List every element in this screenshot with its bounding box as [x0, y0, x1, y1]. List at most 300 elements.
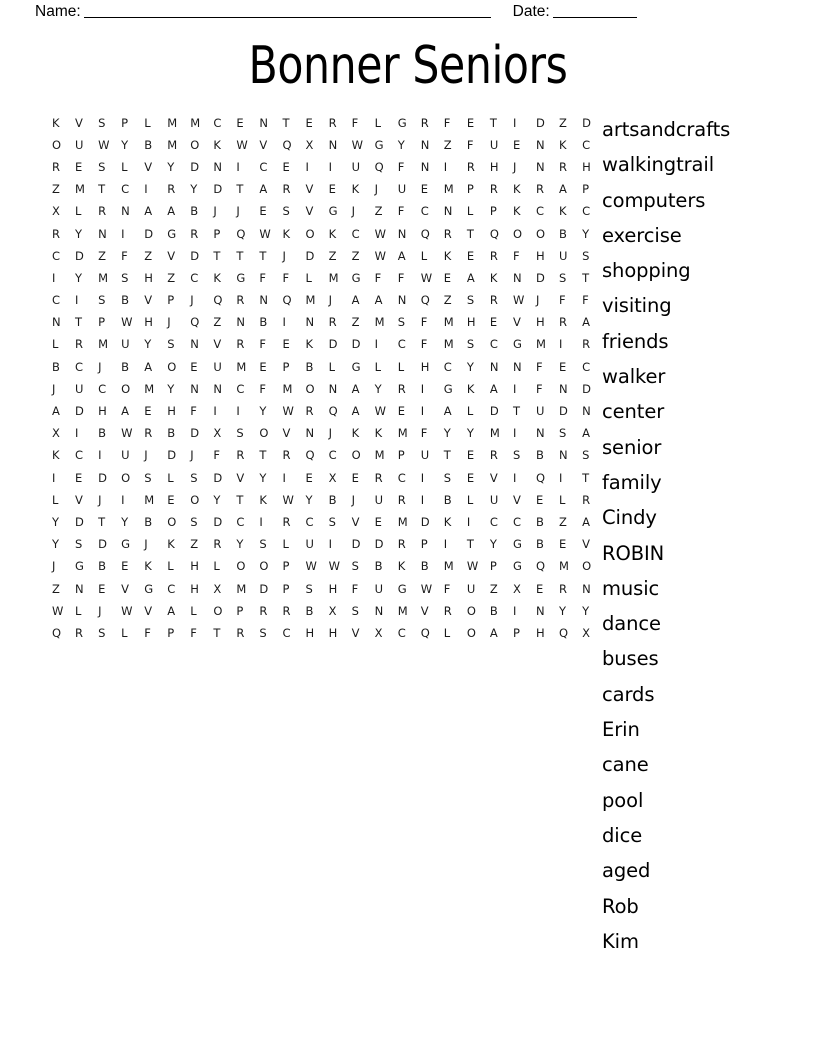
grid-cell[interactable]: K — [52, 115, 60, 130]
grid-cell[interactable]: I — [236, 404, 240, 419]
grid-cell[interactable]: Q — [420, 625, 430, 640]
grid-cell[interactable]: F — [397, 204, 405, 219]
grid-cell[interactable]: T — [582, 270, 590, 285]
grid-cell[interactable]: Z — [443, 293, 452, 308]
grid-cell[interactable]: M — [397, 426, 408, 441]
grid-cell[interactable]: R — [259, 603, 268, 618]
grid-cell[interactable]: A — [489, 625, 498, 640]
grid-cell[interactable]: L — [213, 559, 220, 574]
word-list-item[interactable]: music — [602, 576, 660, 600]
grid-cell[interactable]: R — [144, 426, 153, 441]
grid-cell[interactable]: D — [582, 381, 591, 396]
grid-cell[interactable]: M — [144, 381, 155, 396]
grid-cell[interactable]: U — [213, 359, 222, 374]
grid-cell[interactable]: T — [489, 115, 497, 130]
grid-cell[interactable]: L — [52, 337, 59, 352]
word-list-item[interactable]: ROBIN — [602, 541, 665, 565]
grid-cell[interactable]: Y — [489, 537, 497, 552]
grid-cell[interactable]: O — [121, 470, 131, 485]
grid-cell[interactable]: T — [582, 470, 590, 485]
grid-cell[interactable]: R — [489, 182, 498, 197]
grid-cell[interactable]: V — [121, 581, 130, 596]
grid-cell[interactable]: S — [559, 426, 567, 441]
grid-cell[interactable]: F — [420, 426, 428, 441]
grid-cell[interactable]: U — [305, 537, 314, 552]
grid-cell[interactable]: B — [121, 293, 130, 308]
grid-cell[interactable]: U — [121, 448, 130, 463]
grid-cell[interactable]: C — [397, 625, 406, 640]
grid-cell[interactable]: R — [305, 404, 314, 419]
grid-cell[interactable]: N — [259, 293, 269, 308]
grid-cell[interactable]: I — [75, 426, 79, 441]
grid-cell[interactable]: V — [512, 315, 521, 330]
grid-cell[interactable]: N — [374, 603, 384, 618]
grid-cell[interactable]: V — [213, 337, 222, 352]
grid-cell[interactable]: V — [236, 470, 245, 485]
word-list-item[interactable]: center — [602, 400, 665, 424]
grid-cell[interactable]: L — [559, 492, 566, 507]
grid-cell[interactable]: S — [305, 581, 313, 596]
grid-cell[interactable]: I — [512, 603, 517, 618]
grid-cell[interactable]: N — [582, 404, 591, 419]
grid-cell[interactable]: Z — [559, 514, 567, 529]
grid-cell[interactable]: N — [397, 226, 407, 241]
grid-cell[interactable]: O — [236, 559, 246, 574]
grid-cell[interactable]: K — [512, 182, 521, 197]
grid-cell[interactable]: M — [397, 514, 408, 529]
grid-cell[interactable]: B — [489, 603, 498, 618]
grid-cell[interactable]: C — [489, 514, 498, 529]
grid-cell[interactable]: Y — [374, 381, 382, 396]
grid-cell[interactable]: Y — [236, 537, 244, 552]
grid-cell[interactable]: R — [535, 182, 544, 197]
grid-cell[interactable]: E — [374, 514, 382, 529]
grid-cell[interactable]: S — [582, 248, 590, 263]
word-list-item[interactable]: shopping — [602, 259, 691, 283]
grid-cell[interactable]: R — [282, 182, 291, 197]
grid-cell[interactable]: J — [190, 448, 194, 463]
grid-cell[interactable]: J — [98, 492, 102, 507]
grid-cell[interactable]: C — [489, 337, 498, 352]
grid-cell[interactable]: X — [328, 603, 337, 618]
word-list-item[interactable]: Cindy — [602, 506, 657, 530]
grid-cell[interactable]: R — [582, 337, 591, 352]
grid-cell[interactable]: B — [535, 514, 544, 529]
grid-cell[interactable]: W — [282, 492, 294, 507]
grid-cell[interactable]: I — [328, 159, 332, 174]
grid-cell[interactable]: L — [190, 603, 197, 618]
grid-cell[interactable]: A — [144, 204, 153, 219]
grid-cell[interactable]: Y — [466, 426, 474, 441]
grid-cell[interactable]: V — [282, 426, 291, 441]
grid-cell[interactable]: E — [535, 581, 544, 596]
grid-cell[interactable]: G — [397, 581, 407, 596]
grid-cell[interactable]: I — [75, 293, 79, 308]
grid-cell[interactable]: H — [190, 559, 199, 574]
grid-cell[interactable]: Q — [535, 470, 546, 485]
grid-cell[interactable]: G — [397, 115, 407, 130]
grid-cell[interactable]: C — [305, 514, 314, 529]
grid-cell[interactable]: V — [420, 603, 429, 618]
grid-cell[interactable]: K — [144, 559, 152, 574]
grid-cell[interactable]: N — [121, 204, 130, 219]
grid-cell[interactable]: R — [52, 159, 60, 174]
grid-cell[interactable]: Z — [167, 270, 176, 285]
grid-cell[interactable]: B — [305, 359, 314, 374]
grid-cell[interactable]: E — [167, 492, 175, 507]
grid-cell[interactable]: M — [144, 492, 155, 507]
grid-cell[interactable]: N — [397, 293, 407, 308]
grid-cell[interactable]: C — [282, 625, 291, 640]
grid-cell[interactable]: E — [259, 204, 267, 219]
grid-cell[interactable]: O — [167, 514, 177, 529]
grid-cell[interactable]: S — [75, 537, 83, 552]
grid-cell[interactable]: N — [559, 448, 568, 463]
grid-cell[interactable]: Y — [559, 603, 567, 618]
grid-cell[interactable]: S — [559, 270, 567, 285]
grid-cell[interactable]: M — [443, 337, 454, 352]
grid-cell[interactable]: T — [236, 182, 244, 197]
grid-cell[interactable]: N — [559, 381, 568, 396]
grid-cell[interactable]: V — [144, 603, 153, 618]
grid-cell[interactable]: P — [282, 581, 290, 596]
grid-cell[interactable]: M — [328, 270, 339, 285]
grid-cell[interactable]: F — [259, 337, 267, 352]
grid-cell[interactable]: J — [351, 204, 356, 219]
grid-cell[interactable]: W — [466, 559, 479, 574]
grid-cell[interactable]: W — [374, 404, 387, 419]
grid-cell[interactable]: B — [535, 537, 544, 552]
grid-cell[interactable]: J — [213, 204, 217, 219]
grid-cell[interactable]: Z — [213, 315, 222, 330]
grid-cell[interactable]: Y — [259, 404, 267, 419]
grid-cell[interactable]: V — [351, 625, 360, 640]
word-list-item[interactable]: cane — [602, 753, 649, 777]
grid-cell[interactable]: D — [75, 514, 84, 529]
grid-cell[interactable]: F — [397, 159, 405, 174]
grid-cell[interactable]: Z — [374, 204, 383, 219]
grid-cell[interactable]: R — [397, 537, 406, 552]
grid-cell[interactable]: N — [328, 381, 338, 396]
grid-cell[interactable]: F — [374, 270, 382, 285]
grid-cell[interactable]: X — [213, 581, 222, 596]
grid-cell[interactable]: U — [374, 492, 384, 507]
grid-cell[interactable]: P — [466, 182, 474, 197]
grid-cell[interactable]: R — [443, 226, 452, 241]
grid-cell[interactable]: P — [512, 625, 520, 640]
grid-cell[interactable]: Q — [282, 137, 292, 152]
grid-cell[interactable]: X — [374, 625, 383, 640]
grid-cell[interactable]: Q — [420, 226, 430, 241]
grid-cell[interactable]: O — [466, 625, 476, 640]
grid-cell[interactable]: N — [535, 159, 545, 174]
grid-cell[interactable]: L — [374, 359, 382, 374]
word-list-item[interactable]: Rob — [602, 894, 639, 918]
grid-cell[interactable]: S — [443, 470, 452, 485]
grid-cell[interactable]: N — [489, 359, 499, 374]
grid-cell[interactable]: M — [559, 559, 569, 574]
grid-cell[interactable]: N — [305, 315, 315, 330]
grid-cell[interactable]: E — [75, 470, 83, 485]
grid-cell[interactable]: A — [582, 514, 590, 529]
grid-cell[interactable]: F — [190, 404, 197, 419]
grid-cell[interactable]: X — [52, 426, 60, 441]
grid-cell[interactable]: S — [328, 514, 336, 529]
grid-cell[interactable]: F — [512, 248, 520, 263]
grid-cell[interactable]: Y — [443, 426, 451, 441]
grid-cell[interactable]: L — [420, 248, 428, 263]
grid-cell[interactable]: N — [535, 603, 545, 618]
grid-cell[interactable]: J — [328, 293, 332, 308]
grid-cell[interactable]: G — [512, 537, 522, 552]
grid-cell[interactable]: A — [121, 404, 130, 419]
grid-cell[interactable]: C — [236, 381, 245, 396]
grid-cell[interactable]: W — [121, 315, 133, 330]
grid-cell[interactable]: R — [282, 514, 291, 529]
grid-cell[interactable]: X — [512, 581, 521, 596]
grid-cell[interactable]: Q — [420, 293, 430, 308]
grid-cell[interactable]: Y — [167, 159, 175, 174]
grid-cell[interactable]: E — [328, 182, 336, 197]
grid-cell[interactable]: P — [98, 315, 106, 330]
grid-cell[interactable]: D — [374, 537, 384, 552]
grid-cell[interactable]: O — [167, 359, 177, 374]
grid-cell[interactable]: C — [190, 270, 199, 285]
grid-cell[interactable]: Q — [305, 448, 315, 463]
grid-cell[interactable]: I — [236, 159, 240, 174]
grid-cell[interactable]: R — [582, 492, 591, 507]
grid-cell[interactable]: M — [443, 559, 454, 574]
grid-cell[interactable]: I — [121, 492, 125, 507]
word-list-item[interactable]: walkingtrail — [602, 153, 715, 177]
grid-cell[interactable]: V — [144, 159, 153, 174]
grid-cell[interactable]: C — [443, 359, 452, 374]
word-list-item[interactable]: visiting — [602, 294, 672, 318]
grid-cell[interactable]: E — [466, 248, 475, 263]
grid-cell[interactable]: Q — [190, 315, 200, 330]
grid-cell[interactable]: V — [351, 514, 360, 529]
grid-cell[interactable]: K — [374, 426, 383, 441]
grid-cell[interactable]: A — [582, 315, 590, 330]
grid-cell[interactable]: L — [52, 492, 59, 507]
grid-cell[interactable]: U — [489, 492, 499, 507]
grid-cell[interactable]: D — [420, 514, 430, 529]
grid-cell[interactable]: D — [144, 226, 154, 241]
grid-cell[interactable]: L — [144, 115, 151, 130]
grid-cell[interactable]: E — [489, 315, 498, 330]
grid-cell[interactable]: S — [236, 426, 244, 441]
grid-cell[interactable]: I — [420, 470, 425, 485]
grid-cell[interactable]: R — [98, 204, 107, 219]
grid-cell[interactable]: H — [535, 248, 545, 263]
grid-cell[interactable]: J — [52, 381, 56, 396]
grid-cell[interactable]: Y — [190, 182, 198, 197]
grid-cell[interactable]: A — [374, 293, 383, 308]
grid-cell[interactable]: Q — [559, 625, 569, 640]
grid-cell[interactable]: F — [559, 293, 566, 308]
grid-cell[interactable]: W — [305, 559, 317, 574]
grid-cell[interactable]: Z — [98, 248, 106, 263]
grid-cell[interactable]: Z — [351, 248, 360, 263]
grid-cell[interactable]: E — [535, 492, 544, 507]
grid-cell[interactable]: D — [213, 182, 223, 197]
grid-cell[interactable]: D — [213, 470, 223, 485]
grid-cell[interactable]: P — [282, 359, 290, 374]
grid-cell[interactable]: D — [75, 404, 84, 419]
grid-cell[interactable]: F — [282, 270, 290, 285]
grid-cell[interactable]: P — [582, 182, 590, 197]
grid-cell[interactable]: G — [144, 581, 154, 596]
grid-cell[interactable]: T — [236, 248, 244, 263]
grid-cell[interactable]: G — [374, 137, 384, 152]
grid-cell[interactable]: D — [351, 537, 361, 552]
grid-cell[interactable]: E — [351, 470, 359, 485]
grid-cell[interactable]: K — [167, 537, 175, 552]
grid-cell[interactable]: D — [489, 404, 499, 419]
grid-cell[interactable]: W — [121, 603, 133, 618]
grid-cell[interactable]: D — [75, 248, 84, 263]
word-list-item[interactable]: aged — [602, 859, 651, 883]
grid-cell[interactable]: U — [397, 182, 407, 197]
grid-cell[interactable]: I — [466, 514, 471, 529]
grid-cell[interactable]: S — [144, 470, 152, 485]
grid-cell[interactable]: F — [190, 625, 197, 640]
grid-cell[interactable]: X — [305, 137, 314, 152]
grid-cell[interactable]: S — [98, 293, 106, 308]
grid-cell[interactable]: M — [489, 426, 500, 441]
grid-cell[interactable]: E — [282, 337, 290, 352]
grid-cell[interactable]: K — [443, 514, 452, 529]
grid-cell[interactable]: L — [75, 603, 82, 618]
grid-cell[interactable]: A — [351, 404, 360, 419]
grid-cell[interactable]: N — [535, 137, 545, 152]
grid-cell[interactable]: L — [282, 537, 289, 552]
grid-cell[interactable]: I — [443, 159, 448, 174]
grid-cell[interactable]: K — [512, 204, 521, 219]
grid-cell[interactable]: W — [328, 559, 340, 574]
grid-cell[interactable]: O — [305, 226, 315, 241]
grid-cell[interactable]: B — [167, 426, 176, 441]
grid-cell[interactable]: O — [582, 559, 592, 574]
grid-cell[interactable]: R — [282, 603, 291, 618]
grid-cell[interactable]: K — [213, 270, 221, 285]
grid-cell[interactable]: M — [397, 603, 408, 618]
grid-cell[interactable]: R — [328, 315, 337, 330]
grid-cell[interactable]: I — [259, 514, 263, 529]
grid-cell[interactable]: V — [144, 293, 153, 308]
grid-cell[interactable]: I — [328, 537, 332, 552]
grid-cell[interactable]: Z — [190, 537, 199, 552]
grid-cell[interactable]: C — [512, 514, 521, 529]
grid-cell[interactable]: F — [443, 581, 451, 596]
grid-cell[interactable]: R — [489, 448, 498, 463]
grid-cell[interactable]: S — [190, 470, 198, 485]
grid-cell[interactable]: O — [121, 381, 131, 396]
grid-cell[interactable]: N — [328, 137, 338, 152]
grid-cell[interactable]: L — [374, 115, 382, 130]
grid-cell[interactable]: G — [167, 226, 177, 241]
word-list-item[interactable]: family — [602, 470, 662, 494]
grid-cell[interactable]: D — [190, 159, 200, 174]
grid-cell[interactable]: T — [213, 625, 221, 640]
grid-cell[interactable]: M — [305, 293, 316, 308]
grid-cell[interactable]: T — [512, 404, 520, 419]
grid-cell[interactable]: J — [282, 248, 286, 263]
grid-cell[interactable]: L — [466, 492, 474, 507]
grid-cell[interactable]: M — [167, 137, 178, 152]
grid-cell[interactable]: W — [420, 270, 433, 285]
grid-cell[interactable]: Q — [52, 625, 62, 640]
grid-cell[interactable]: W — [282, 404, 294, 419]
grid-cell[interactable]: I — [52, 270, 56, 285]
grid-cell[interactable]: M — [98, 337, 109, 352]
grid-cell[interactable]: O — [305, 381, 315, 396]
grid-cell[interactable]: I — [512, 470, 517, 485]
grid-cell[interactable]: T — [75, 315, 83, 330]
grid-cell[interactable]: S — [121, 270, 129, 285]
grid-cell[interactable]: O — [466, 603, 476, 618]
grid-cell[interactable]: S — [466, 337, 475, 352]
grid-cell[interactable]: P — [121, 115, 129, 130]
grid-cell[interactable]: R — [328, 115, 337, 130]
grid-cell[interactable]: D — [535, 270, 545, 285]
name-blank-line[interactable] — [84, 2, 491, 18]
word-list-item[interactable]: dice — [602, 823, 643, 847]
grid-cell[interactable]: Y — [121, 137, 129, 152]
grid-cell[interactable]: U — [374, 581, 384, 596]
grid-cell[interactable]: A — [351, 381, 360, 396]
grid-cell[interactable]: P — [397, 448, 405, 463]
grid-cell[interactable]: R — [489, 293, 498, 308]
grid-cell[interactable]: C — [328, 448, 337, 463]
grid-cell[interactable]: N — [535, 426, 545, 441]
grid-cell[interactable]: A — [466, 270, 475, 285]
grid-cell[interactable]: T — [236, 492, 244, 507]
grid-cell[interactable]: R — [213, 537, 222, 552]
grid-cell[interactable]: C — [582, 137, 591, 152]
grid-cell[interactable]: U — [466, 581, 476, 596]
grid-cell[interactable]: B — [420, 559, 429, 574]
grid-cell[interactable]: S — [582, 448, 590, 463]
grid-cell[interactable]: F — [535, 359, 543, 374]
grid-cell[interactable]: C — [535, 204, 545, 219]
grid-cell[interactable]: D — [213, 514, 223, 529]
grid-cell[interactable]: A — [582, 426, 590, 441]
grid-cell[interactable]: V — [75, 492, 83, 507]
grid-cell[interactable]: H — [328, 625, 338, 640]
grid-cell[interactable]: H — [167, 404, 176, 419]
grid-cell[interactable]: E — [282, 159, 290, 174]
grid-cell[interactable]: Z — [443, 137, 452, 152]
grid-cell[interactable]: E — [420, 182, 429, 197]
grid-cell[interactable]: G — [512, 337, 522, 352]
grid-cell[interactable]: C — [397, 470, 406, 485]
grid-cell[interactable]: S — [98, 625, 106, 640]
grid-cell[interactable]: Q — [535, 559, 546, 574]
grid-cell[interactable]: Y — [213, 492, 221, 507]
grid-cell[interactable]: N — [236, 315, 245, 330]
grid-cell[interactable]: D — [190, 248, 200, 263]
grid-cell[interactable]: N — [190, 381, 199, 396]
word-list-item[interactable]: cards — [602, 682, 655, 706]
word-list-item[interactable]: Kim — [602, 929, 639, 953]
grid-cell[interactable]: B — [144, 137, 153, 152]
grid-cell[interactable]: T — [98, 182, 106, 197]
grid-cell[interactable]: K — [351, 426, 360, 441]
grid-cell[interactable]: N — [443, 204, 453, 219]
grid-cell[interactable]: H — [328, 581, 338, 596]
grid-cell[interactable]: U — [420, 448, 430, 463]
